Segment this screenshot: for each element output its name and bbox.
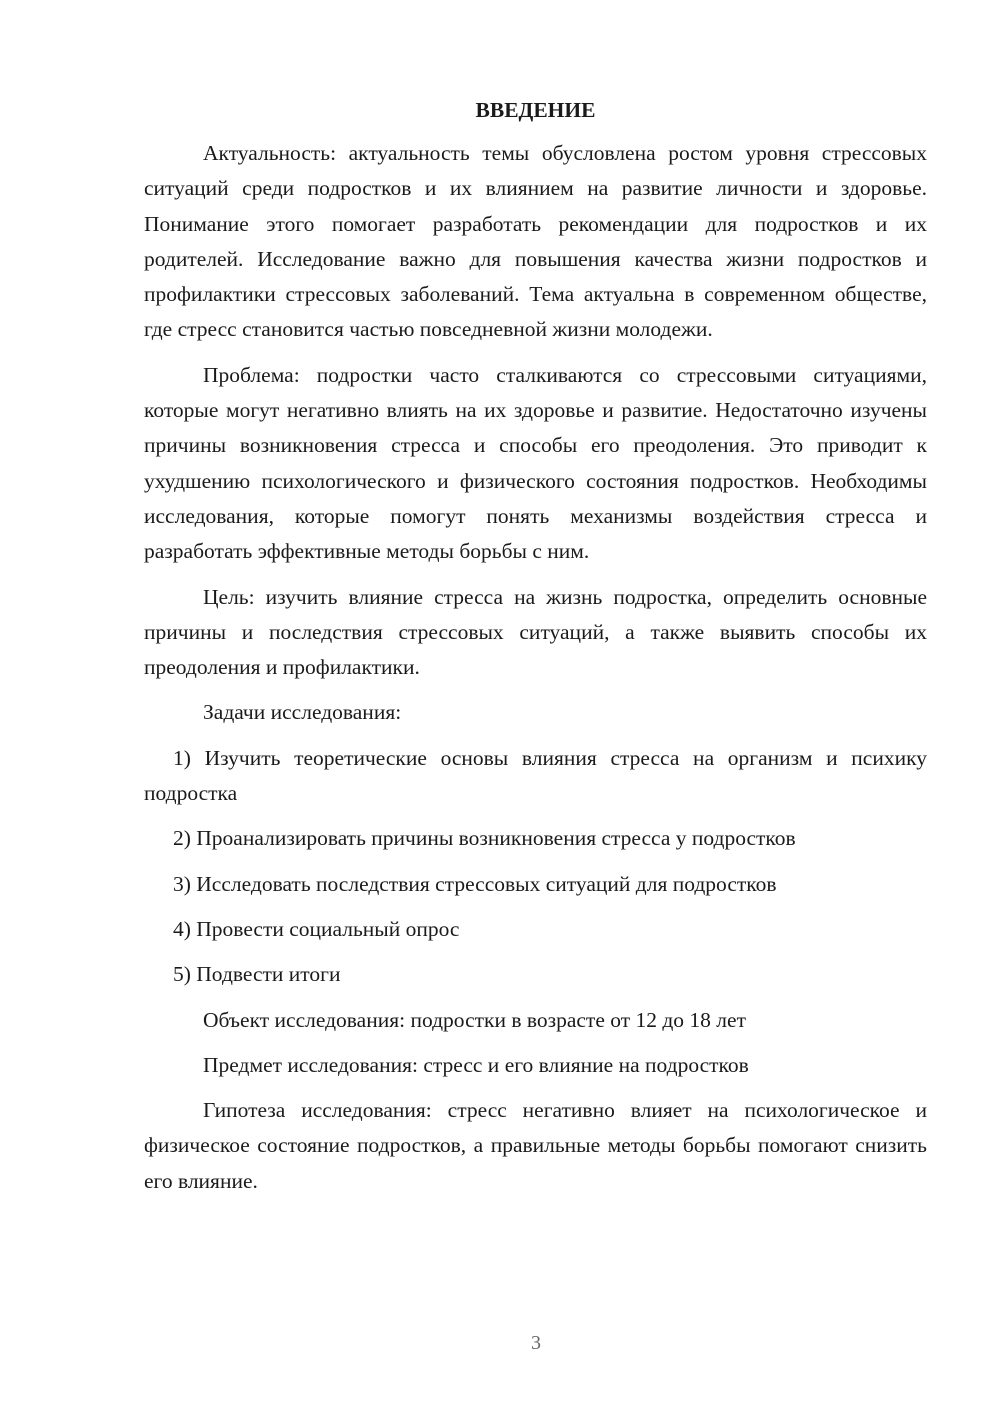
- tasks-heading: Задачи исследования:: [203, 700, 402, 725]
- problem-paragraph: Проблема: подростки часто сталкиваются со стрессовыми ситуациями, которые могут негативно влиять на их здоровье и развитие. Недостаточно изучены причины возникновения стресса и способы его преодоления. Это приводит к ухудшению психологического и физического состояния подростков. Необходимы исследования, которые помогут понять механизмы воздействия стресса и разработать эффективные методы борьбы с ним.: [144, 362, 927, 564]
- research-object: Объект исследования: подростки в возрасте от 12 до 18 лет: [203, 1007, 746, 1032]
- page-number: 3: [531, 1332, 541, 1354]
- goal-paragraph: Цель: изучить влияние стресса на жизнь подростка, определить основные причины и последствия стрессовых ситуаций, а также выявить способы их преодоления и профилактики.: [144, 584, 927, 680]
- relevance-paragraph: Актуальность: актуальность темы обусловлена ростом уровня стрессовых ситуаций среди подростков и их влиянием на развитие личности и здоровье. Понимание этого помогает разработать рекомендации для подростков и их родителей. Исследование важно для повышения качества жизни подростков и профилактики стрессовых заболеваний. Тема актуальна в современном обществе, где стресс становится частью повседневной жизни молодежи.: [144, 141, 927, 342]
- task-item-1: 1) Изучить теоретические основы влияния стресса на организм и психику подростка: [144, 745, 927, 806]
- task-item-2: 2) Проанализировать причины возникновения стресса у подростков: [173, 826, 796, 851]
- task-item-3: 3) Исследовать последствия стрессовых ситуаций для подростков: [173, 871, 777, 896]
- research-hypothesis: Гипотеза исследования: стресс негативно влияет на психологическое и физическое состояние подростков, а правильные методы борьбы помогают снизить его влияние.: [144, 1098, 927, 1193]
- research-subject: Предмет исследования: стресс и его влияние на подростков: [203, 1052, 749, 1077]
- document-page: [144, 92, 927, 1209]
- task-item-5: 5) Подвести итоги: [173, 962, 341, 987]
- task-item-4: 4) Провести социальный опрос: [173, 916, 460, 941]
- document-title: ВВЕДЕНИЕ: [475, 98, 596, 122]
